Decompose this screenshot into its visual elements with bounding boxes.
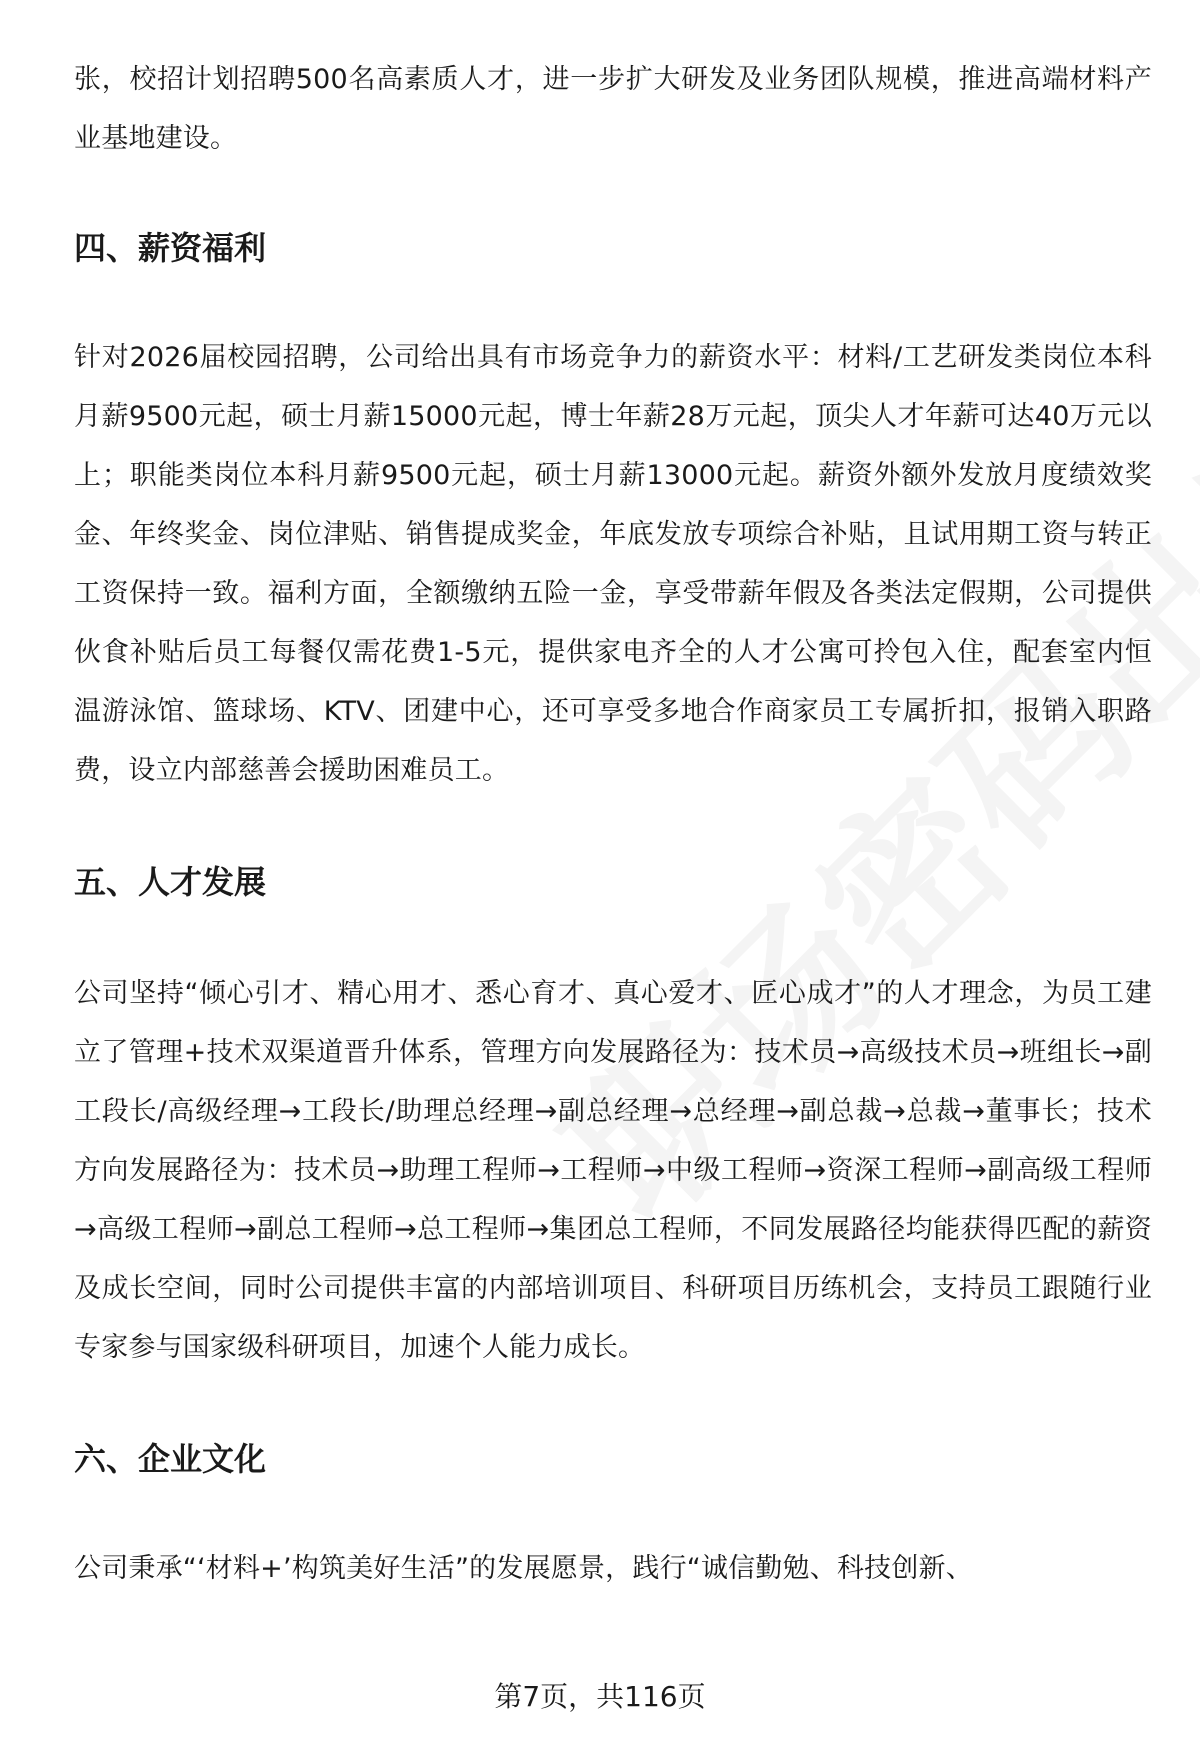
paragraph-continued: 张，校招计划招聘500名高素质人才，进一步扩大研发及业务团队规模，推进高端材料产业基地建设。 <box>74 64 1152 154</box>
document-page <box>74 50 1152 1598</box>
page-number-footer: 第7页，共116页 <box>494 1680 706 1713</box>
paragraph-salary-benefits: 针对2026届校园招聘，公司给出具有市场竞争力的薪资水平：材料/工艺研发类岗位本科月薪9500元起，硕士月薪15000元起，博士年薪28万元起，顶尖人才年薪可达40万元以上；职能类岗位本科月薪9500元起，硕士月薪13000元起。薪资外额外发放月度绩效奖金、年终奖金、岗位津贴、销售提成奖金，年底发放专项综合补贴，且试用期工资与转正工资保持一致。福利方面，全额缴纳五险一金，享受带薪年假及各类法定假期，公司提供伙食补贴后员工每餐仅需花费1-5元，提供家电齐全的人才公寓可拎包入住，配套室内恒温游泳馆、篮球场、KTV、团建中心，还可享受多地合作商家员工专属折扣，报销入职路费，设立内部慈善会援助困难员工。 <box>74 342 1152 786</box>
paragraph-talent-development: 公司坚持“倾心引才、精心用才、悉心育才、真心爱才、匠心成才”的人才理念，为员工建立了管理+技术双渠道晋升体系，管理方向发展路径为：技术员→高级技术员→班组长→副工段长/高级经理→工段长/助理总经理→副总经理→总经理→副总裁→总裁→董事长；技术方向发展路径为：技术员→助理工程师→工程师→中级工程师→资深工程师→副高级工程师→高级工程师→副总工程师→总工程师→集团总工程师，不同发展路径均能获得匹配的薪资及成长空间，同时公司提供丰富的内部培训项目、科研项目历练机会，支持员工跟随行业专家参与国家级科研项目，加速个人能力成长。 <box>74 978 1152 1363</box>
heading-talent-development: 五、人才发展 <box>74 863 267 901</box>
paragraph-corporate-culture: 公司秉承“‘材料+’构筑美好生活”的发展愿景，践行“诚信勤勉、科技创新、 <box>74 1553 973 1584</box>
heading-corporate-culture: 六、企业文化 <box>74 1440 267 1478</box>
heading-salary-benefits: 四、薪资福利 <box>74 229 267 267</box>
